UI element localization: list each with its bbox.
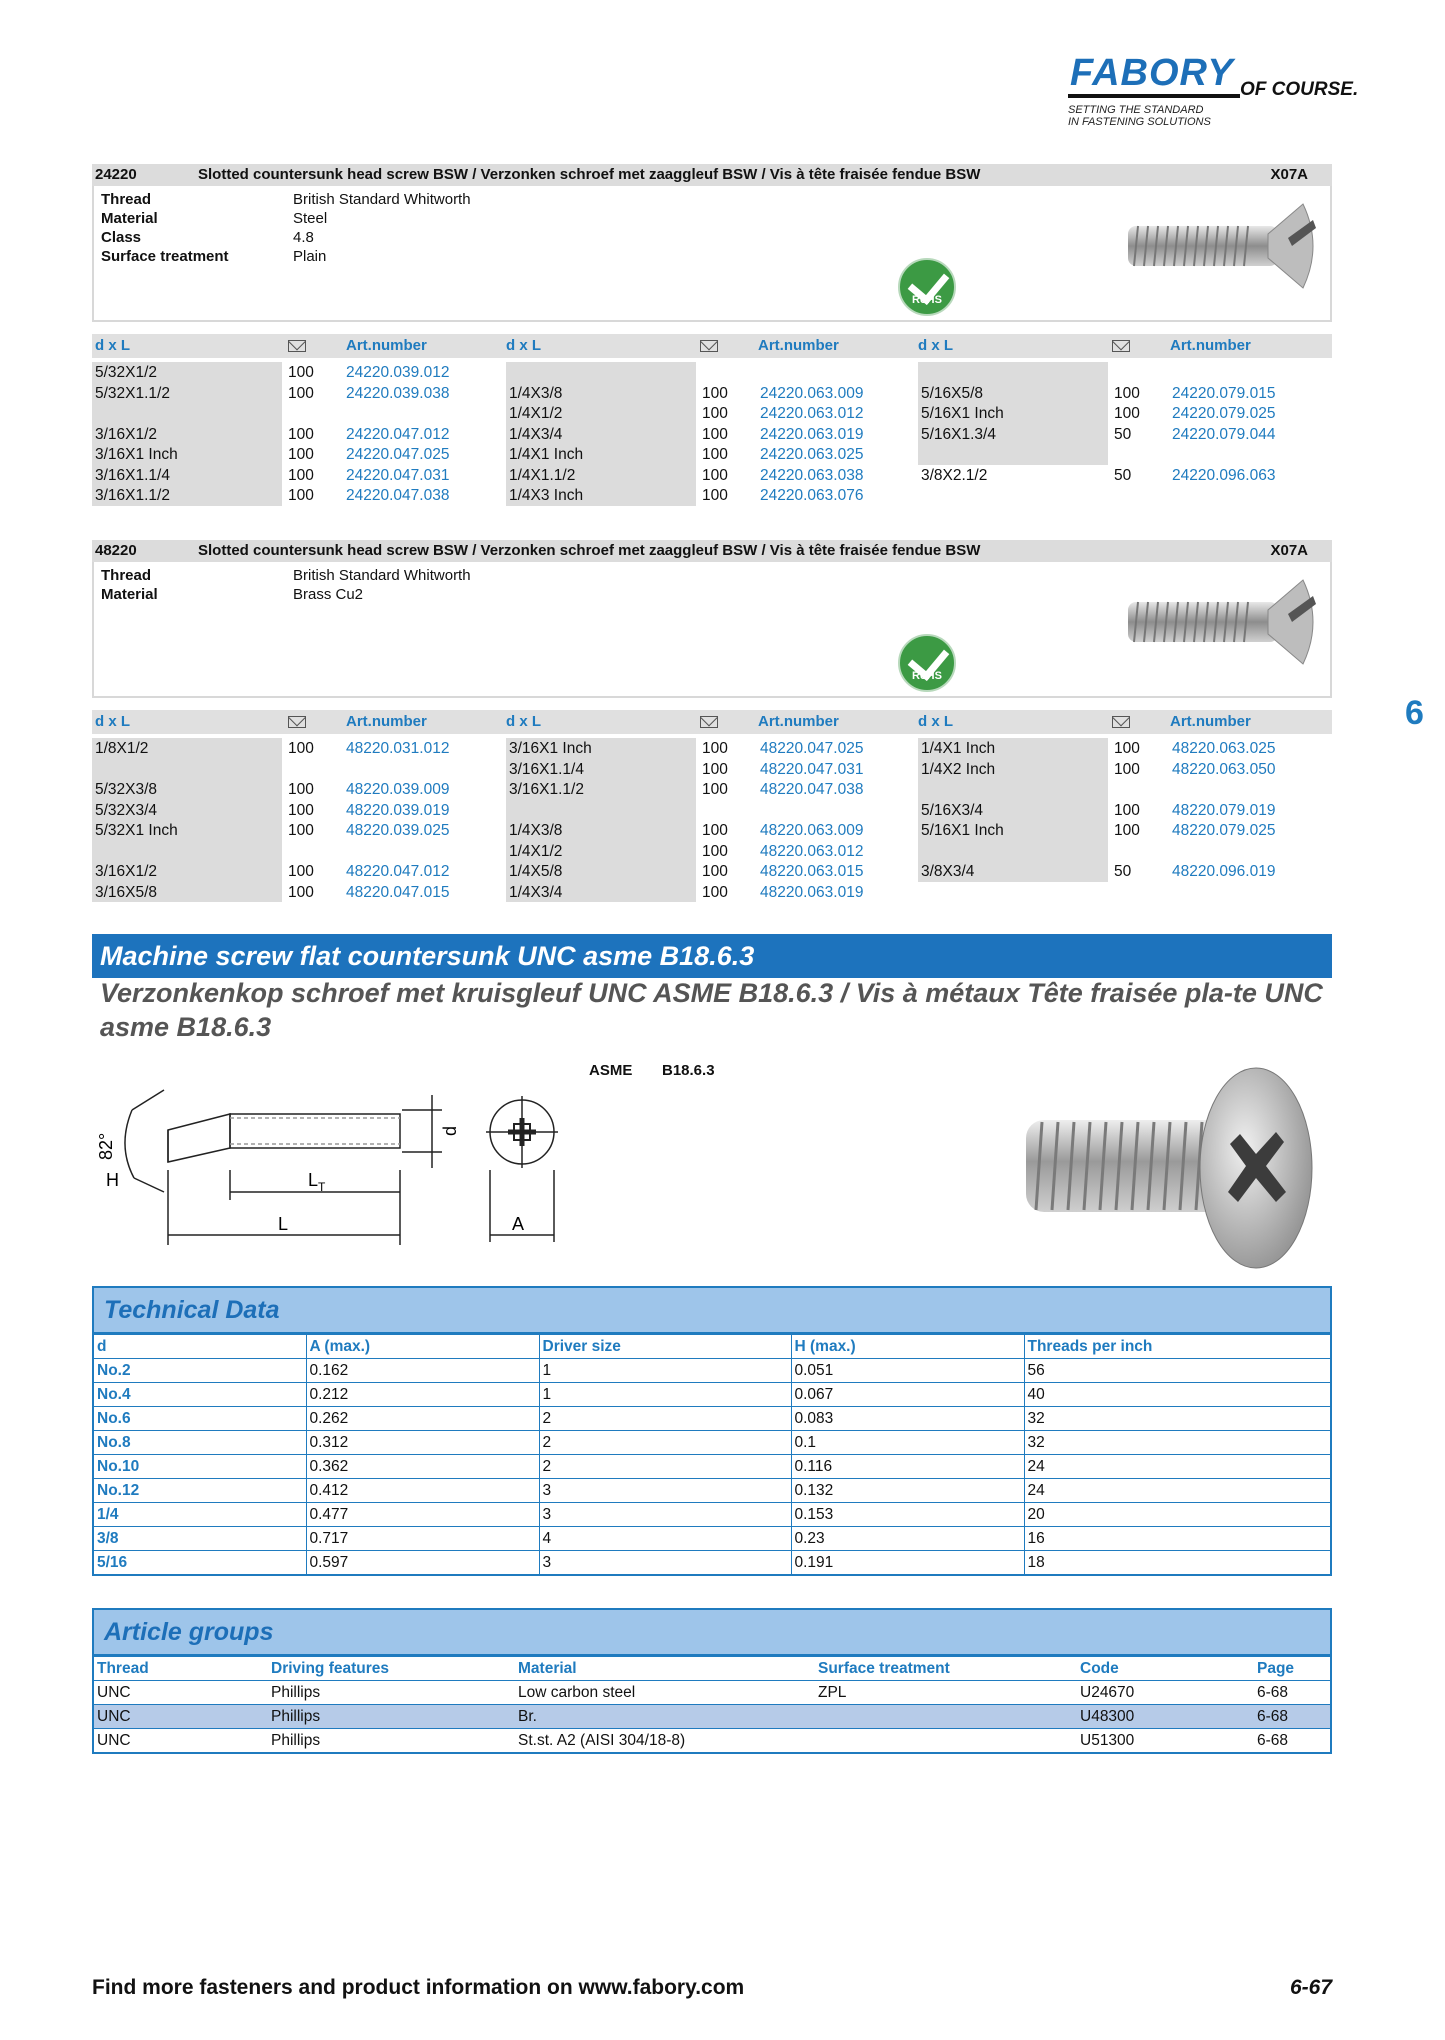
pack-qty-cell: 100: [1114, 760, 1140, 778]
angle-label: 82°: [96, 1132, 116, 1160]
table-cell: 56: [1024, 1359, 1330, 1383]
size-cell: 1/4X5/8: [509, 863, 563, 880]
size-cell: 5/16X1 Inch: [921, 822, 1004, 839]
footer-text: Find more fasteners and product information on www.fabory.com: [92, 1976, 745, 1999]
article-number: 48220.047.012: [346, 863, 450, 880]
article-groups-grid: [94, 1656, 1330, 1752]
pack-qty-cell: 100: [702, 425, 728, 443]
size-cell: 3/16X1/2: [95, 863, 158, 880]
table-cell: 32: [1024, 1431, 1330, 1455]
col-dxl: d x L: [95, 337, 131, 354]
product-header: [92, 164, 1332, 186]
article-number: 24220.079.015: [1172, 384, 1276, 402]
size-cell: 1/4X3/4: [509, 425, 563, 443]
article-number: 48220.031.012: [346, 740, 450, 757]
table-row: [94, 1527, 1330, 1551]
size-cell: 5/32X1 Inch: [95, 822, 178, 839]
standard-value: B18.6.3: [662, 1062, 715, 1079]
spec-label: Surface treatment: [101, 248, 229, 265]
column-header: Driving features: [268, 1657, 515, 1681]
column-header: Driver size: [539, 1335, 791, 1359]
size-cell: 1/4X1.1/2: [509, 466, 576, 484]
pack-qty-cell: 50: [1114, 863, 1132, 880]
table-cell: UNC: [94, 1729, 268, 1753]
article-number: 24220.039.012: [346, 364, 450, 381]
pack-qty-cell: 100: [288, 801, 314, 819]
pack-qty-cell: 100: [288, 487, 314, 504]
technical-data-grid: [94, 1334, 1330, 1574]
pack-qty-cell: 100: [702, 446, 728, 463]
article-number: 48220.047.025: [760, 740, 864, 757]
row-label: 5/16: [94, 1551, 306, 1575]
h-label: H: [106, 1170, 119, 1190]
size-cell: 1/4X1 Inch: [921, 740, 996, 757]
size-cell: 3/16X5/8: [95, 883, 158, 901]
pack-qty-cell: 100: [1114, 740, 1140, 757]
product-title: Slotted countersunk head screw BSW / Verzonken schroef met zaaggleuf BSW / Vis à tête fraisée fendue BSW: [198, 542, 981, 559]
pack-qty-cell: 100: [288, 446, 314, 463]
pack-qty-cell: 100: [702, 760, 728, 778]
size-cell: 1/4X3/8: [509, 384, 563, 402]
table-cell: UNC: [94, 1681, 268, 1705]
table-row: [94, 1503, 1330, 1527]
product-header: [92, 540, 1332, 562]
table-cell: 6-68: [1254, 1705, 1330, 1729]
table-cell: 40: [1024, 1383, 1330, 1407]
product-table-header: [92, 334, 1332, 358]
article-number: 24220.063.019: [760, 425, 864, 443]
table-cell: Phillips: [268, 1729, 515, 1753]
l-label: L: [278, 1214, 289, 1234]
article-number: 48220.063.050: [1172, 760, 1276, 778]
page-number: 6-67: [1289, 1976, 1332, 1999]
spec-row: [101, 209, 701, 228]
column-header: Thread: [94, 1657, 268, 1681]
col-art: Art.number: [1170, 713, 1251, 730]
table-cell: 3: [539, 1503, 791, 1527]
table-row: [94, 1705, 1330, 1729]
lt-main: L: [308, 1170, 319, 1190]
pack-qty-cell: 100: [702, 740, 728, 757]
table-cell: 0.083: [791, 1407, 1024, 1431]
pack-qty-cell: 100: [288, 781, 314, 798]
col-art: Art.number: [758, 713, 839, 730]
size-cell: 3/8X3/4: [921, 863, 975, 880]
rohs-label: RoHS: [912, 670, 942, 682]
table-cell: U51300: [1077, 1729, 1254, 1753]
table-cell: 0.23: [791, 1527, 1024, 1551]
size-cell: 1/4X2 Inch: [921, 760, 996, 778]
article-number: 24220.047.012: [346, 425, 450, 443]
spec-row: [101, 585, 701, 604]
pack-qty-cell: 100: [702, 883, 728, 901]
spec-label: Thread: [101, 191, 152, 208]
spec-value: Plain: [293, 248, 327, 265]
article-number: 24220.096.063: [1172, 466, 1276, 484]
article-number: 24220.063.076: [760, 487, 864, 504]
table-cell: 16: [1024, 1527, 1330, 1551]
product-code: 24220: [95, 166, 137, 183]
table-cell: UNC: [94, 1705, 268, 1729]
article-number: 48220.063.015: [760, 863, 864, 880]
technical-data-title: Technical Data: [94, 1288, 1330, 1334]
row-label: No.4: [94, 1383, 306, 1407]
spec-row: [101, 247, 701, 266]
article-number: 48220.047.038: [760, 781, 864, 798]
row-label: 3/8: [94, 1527, 306, 1551]
article-groups-table: [92, 1608, 1332, 1754]
spec-row: [101, 190, 701, 209]
size-cell: 5/16X3/4: [921, 801, 984, 819]
table-cell: 0.051: [791, 1359, 1024, 1383]
article-number: 48220.047.015: [346, 883, 450, 901]
article-number: 48220.079.025: [1172, 822, 1276, 839]
size-cell: 5/16X1 Inch: [921, 405, 1004, 422]
pack-qty-cell: 100: [1114, 801, 1140, 819]
article-number: 48220.039.025: [346, 822, 450, 839]
article-number: 48220.096.019: [1172, 863, 1276, 880]
article-number: 48220.063.012: [760, 842, 864, 860]
size-cell: 1/4X1/2: [509, 842, 563, 860]
pack-qty-cell: 100: [1114, 405, 1140, 422]
table-cell: 0.153: [791, 1503, 1024, 1527]
pack-qty-cell: 100: [702, 822, 728, 839]
size-cell: 3/16X1.1/4: [95, 466, 170, 484]
col-dxl: d x L: [506, 713, 542, 730]
col-art: Art.number: [346, 713, 427, 730]
spec-value: Brass Cu2: [293, 586, 364, 603]
table-cell: 18: [1024, 1551, 1330, 1575]
column-header: Material: [515, 1657, 815, 1681]
table-cell: 0.212: [306, 1383, 539, 1407]
table-cell: ZPL: [815, 1681, 1077, 1705]
spec-label: Material: [101, 210, 158, 227]
row-label: No.12: [94, 1479, 306, 1503]
pack-qty-cell: 100: [288, 822, 314, 839]
table-row: [94, 1407, 1330, 1431]
package-icon: [700, 340, 718, 352]
table-cell: 0.717: [306, 1527, 539, 1551]
product-table-header: [92, 710, 1332, 734]
logo-slogan-line-2: IN FASTENING SOLUTIONS: [1068, 116, 1211, 128]
pack-qty-cell: 100: [1114, 822, 1140, 839]
column-header: A (max.): [306, 1335, 539, 1359]
table-row: [94, 1551, 1330, 1575]
table-row: [94, 1455, 1330, 1479]
size-cell: 3/16X1 Inch: [509, 740, 592, 757]
table-row: [94, 1479, 1330, 1503]
pack-qty-cell: 100: [702, 405, 728, 422]
table-cell: 0.191: [791, 1551, 1024, 1575]
table-row: [94, 1431, 1330, 1455]
table-cell: [815, 1729, 1077, 1753]
lt-label: [308, 1170, 326, 1194]
row-label: No.8: [94, 1431, 306, 1455]
table-cell: 24: [1024, 1479, 1330, 1503]
table-cell: 1: [539, 1383, 791, 1407]
size-cell: 3/8X2.1/2: [921, 466, 988, 484]
package-icon: [700, 716, 718, 728]
table-cell: 0.362: [306, 1455, 539, 1479]
size-cell: 5/16X5/8: [921, 384, 984, 402]
row-label: No.10: [94, 1455, 306, 1479]
size-cell: 5/32X3/8: [95, 781, 158, 798]
column-header: Code: [1077, 1657, 1254, 1681]
pack-qty-cell: 100: [288, 740, 314, 757]
article-number: 48220.079.019: [1172, 801, 1276, 819]
article-number: 24220.063.038: [760, 466, 864, 484]
col-dxl: d x L: [506, 337, 542, 354]
table-cell: U24670: [1077, 1681, 1254, 1705]
article-number: 24220.047.025: [346, 446, 450, 463]
col-art: Art.number: [346, 337, 427, 354]
logo-slogan: [1068, 104, 1211, 128]
table-cell: Low carbon steel: [515, 1681, 815, 1705]
column-header: Surface treatment: [815, 1657, 1077, 1681]
size-cell: 3/16X1.1/4: [509, 760, 584, 778]
pack-qty-cell: 100: [702, 487, 728, 504]
section-subtitle: Verzonkenkop schroef met kruisgleuf UNC ASME B18.6.3 / Vis à métaux Tête fraisée pla-te UNC asme B18.6.3: [100, 978, 1323, 1042]
table-cell: 0.412: [306, 1479, 539, 1503]
table-cell: 0.116: [791, 1455, 1024, 1479]
row-label: No.2: [94, 1359, 306, 1383]
pack-qty-cell: 50: [1114, 466, 1132, 484]
article-number: 48220.039.019: [346, 801, 450, 819]
pack-qty-cell: 100: [288, 384, 314, 402]
size-cell: 3/16X1 Inch: [95, 446, 178, 463]
article-number: 24220.047.038: [346, 487, 450, 504]
col-dxl: d x L: [918, 713, 954, 730]
table-cell: 0.477: [306, 1503, 539, 1527]
size-cell: 5/32X1.1/2: [95, 384, 170, 402]
a-label: A: [512, 1214, 525, 1234]
table-row: [94, 1681, 1330, 1705]
row-label: No.6: [94, 1407, 306, 1431]
size-cell: 5/32X3/4: [95, 801, 158, 819]
size-cell: 3/16X1.1/2: [95, 487, 170, 504]
table-cell: 0.132: [791, 1479, 1024, 1503]
column-header: d: [94, 1335, 306, 1359]
section-title: Machine screw flat countersunk UNC asme B18.6.3: [92, 934, 1332, 978]
table-cell: St.st. A2 (AISI 304/18-8): [515, 1729, 815, 1753]
lt-subscript: T: [318, 1180, 326, 1194]
pack-qty-cell: 100: [288, 364, 314, 381]
row-label: 1/4: [94, 1503, 306, 1527]
spec-row: [101, 228, 701, 247]
standard-label: ASME: [589, 1062, 633, 1079]
rohs-badge: [898, 258, 956, 316]
pack-qty-cell: 100: [288, 863, 314, 880]
table-cell: Phillips: [268, 1681, 515, 1705]
rohs-label: RoHS: [912, 294, 942, 306]
size-cell: 1/8X1/2: [95, 740, 149, 757]
spec-value: British Standard Whitworth: [293, 567, 471, 584]
table-cell: 32: [1024, 1407, 1330, 1431]
brand-logo: FABORY: [1070, 52, 1234, 94]
column-header: Threads per inch: [1024, 1335, 1330, 1359]
table-cell: [815, 1705, 1077, 1729]
pack-qty-cell: 100: [702, 781, 728, 798]
spec-label: Class: [101, 229, 142, 246]
table-row: [94, 1729, 1330, 1753]
article-number: 24220.063.025: [760, 446, 864, 463]
article-number: 24220.079.025: [1172, 405, 1276, 422]
size-cell: 5/32X1/2: [95, 364, 158, 381]
spec-row: [101, 566, 701, 585]
pack-qty-cell: 100: [702, 842, 728, 860]
package-icon: [1112, 340, 1130, 352]
article-number: 48220.063.009: [760, 822, 864, 839]
size-cell: 3/16X1/2: [95, 425, 158, 443]
spec-value: Steel: [293, 210, 328, 227]
product-ref: X07A: [1270, 542, 1308, 559]
table-cell: 24: [1024, 1455, 1330, 1479]
pack-qty-cell: 100: [288, 466, 314, 484]
package-icon: [288, 716, 306, 728]
article-number: 24220.063.009: [760, 384, 864, 402]
table-cell: Br.: [515, 1705, 815, 1729]
table-cell: 6-68: [1254, 1729, 1330, 1753]
table-cell: 0.262: [306, 1407, 539, 1431]
chapter-number: 6: [1405, 694, 1424, 732]
pack-qty-cell: 50: [1114, 425, 1132, 443]
product-code: 48220: [95, 542, 137, 559]
pack-qty-cell: 100: [1114, 384, 1140, 402]
article-number: 24220.047.031: [346, 466, 450, 484]
screw-image: [1118, 574, 1323, 669]
table-row: [94, 1383, 1330, 1407]
package-icon: [288, 340, 306, 352]
table-cell: 2: [539, 1407, 791, 1431]
pack-qty-cell: 100: [702, 466, 728, 484]
pack-qty-cell: 100: [288, 883, 314, 901]
table-cell: 0.312: [306, 1431, 539, 1455]
technical-drawing: [92, 1070, 572, 1250]
logo-tagline: OF COURSE.: [1240, 79, 1359, 100]
table-cell: 3: [539, 1551, 791, 1575]
col-dxl: d x L: [95, 713, 131, 730]
pack-qty-cell: 100: [288, 425, 314, 443]
pack-qty-cell: 100: [702, 863, 728, 880]
product-title: Slotted countersunk head screw BSW / Verzonken schroef met zaaggleuf BSW / Vis à tête fraisée fendue BSW: [198, 166, 981, 183]
article-number: 48220.063.019: [760, 883, 864, 901]
col-dxl: d x L: [918, 337, 954, 354]
size-cell: 1/4X3/8: [509, 822, 563, 839]
size-cell: 3/16X1.1/2: [509, 781, 584, 798]
logo-underline: [1068, 94, 1240, 98]
article-number: 24220.039.038: [346, 384, 450, 402]
product-ref: X07A: [1270, 166, 1308, 183]
table-cell: 0.067: [791, 1383, 1024, 1407]
column-header: H (max.): [791, 1335, 1024, 1359]
spec-label: Thread: [101, 567, 152, 584]
size-cell: 1/4X1/2: [509, 405, 563, 422]
table-cell: 6-68: [1254, 1681, 1330, 1705]
table-cell: 0.162: [306, 1359, 539, 1383]
size-cell: 1/4X3/4: [509, 883, 563, 901]
column-header: Page: [1254, 1657, 1330, 1681]
table-cell: 0.597: [306, 1551, 539, 1575]
screw-image: [1118, 198, 1323, 293]
table-row: [94, 1359, 1330, 1383]
pack-qty-cell: 100: [702, 384, 728, 402]
size-cell: 1/4X3 Inch: [509, 487, 584, 504]
article-number: 48220.039.009: [346, 781, 450, 798]
article-groups-title: Article groups: [94, 1610, 1330, 1656]
article-number: 48220.063.025: [1172, 740, 1276, 757]
article-number: 24220.079.044: [1172, 425, 1276, 443]
col-art: Art.number: [1170, 337, 1251, 354]
spec-value: British Standard Whitworth: [293, 191, 471, 208]
product-photo: [1018, 1062, 1318, 1272]
package-icon: [1112, 716, 1130, 728]
size-cell: 5/16X1.3/4: [921, 425, 996, 443]
table-cell: 1: [539, 1359, 791, 1383]
rohs-badge: [898, 634, 956, 692]
table-cell: 4: [539, 1527, 791, 1551]
col-art: Art.number: [758, 337, 839, 354]
table-cell: Phillips: [268, 1705, 515, 1729]
size-cell: 1/4X1 Inch: [509, 446, 584, 463]
table-cell: 20: [1024, 1503, 1330, 1527]
spec-value: 4.8: [293, 229, 314, 246]
technical-data-table: [92, 1286, 1332, 1576]
d-label: d: [440, 1125, 460, 1136]
table-cell: U48300: [1077, 1705, 1254, 1729]
table-cell: 0.1: [791, 1431, 1024, 1455]
article-number: 24220.063.012: [760, 405, 864, 422]
spec-label: Material: [101, 586, 158, 603]
table-cell: 3: [539, 1479, 791, 1503]
logo-slogan-line-1: SETTING THE STANDARD: [1068, 104, 1204, 116]
table-cell: 2: [539, 1455, 791, 1479]
article-number: 48220.047.031: [760, 760, 864, 778]
table-cell: 2: [539, 1431, 791, 1455]
